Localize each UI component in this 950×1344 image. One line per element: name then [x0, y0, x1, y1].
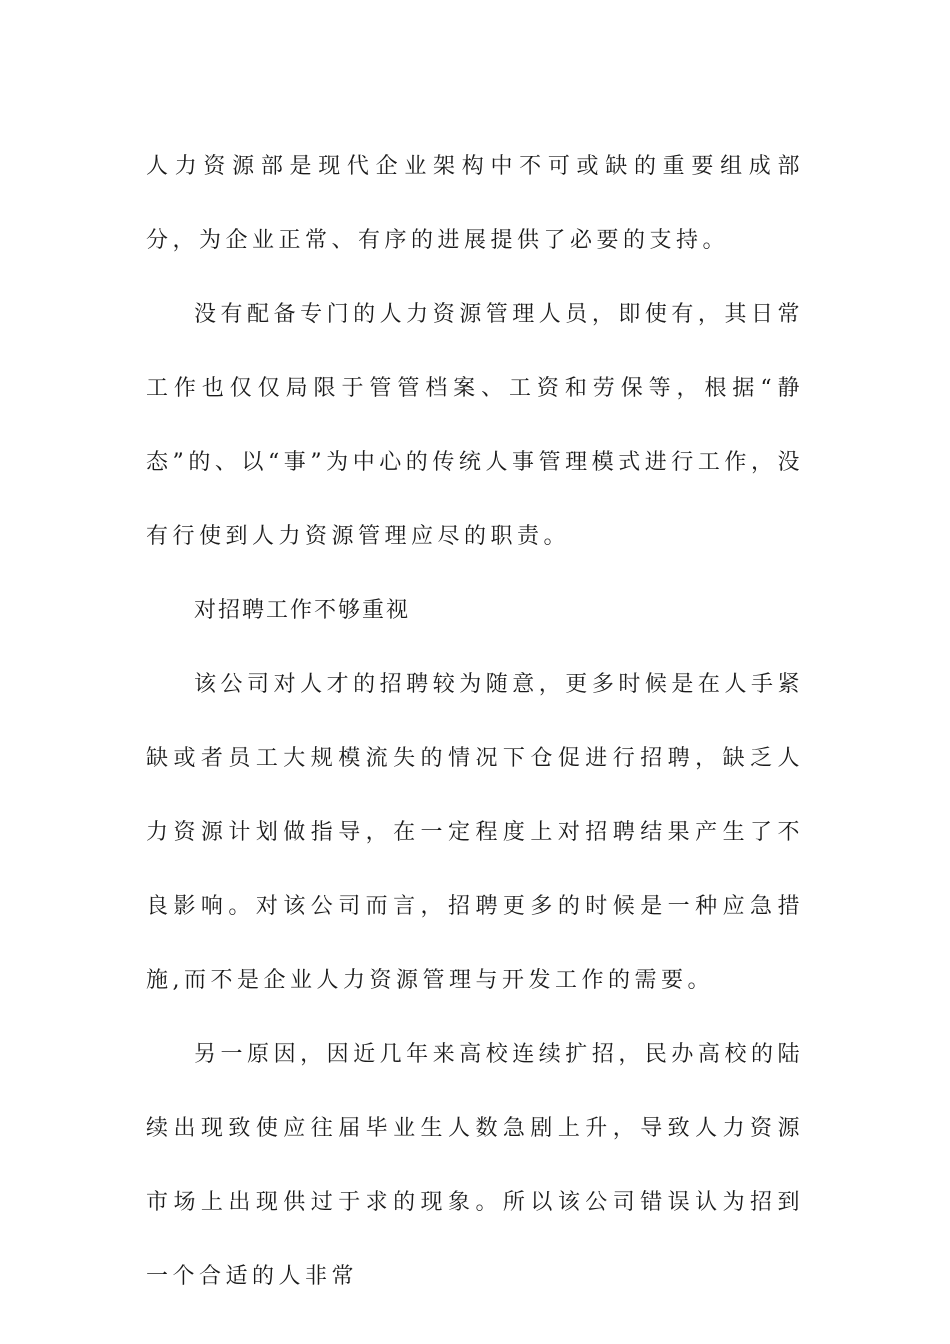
paragraph-hr-department-role: 人力资源部是现代企业架构中不可或缺的重要组成部分，为企业正常、有序的进展提供了必要的支持。: [146, 154, 804, 253]
document-body: [146, 130, 804, 1314]
paragraph-other-reason: 另一原因，因近几年来高校连续扩招，民办高校的陆续出现致使应往届毕业生人数急剧上升，导致人力资源市场上出现供过于求的现象。所以该公司错误认为招到一个合适的人非常: [146, 1042, 804, 1289]
section-heading-recruitment: 对招聘工作不够重视: [194, 598, 411, 623]
paragraph-no-dedicated-staff: 没有配备专门的人力资源管理人员，即使有，其日常工作也仅仅局限于管管档案、工资和劳保等，根据“静态”的、以“事”为中心的传统人事管理模式进行工作，没有行使到人力资源管理应尽的职责。: [146, 302, 804, 549]
paragraph-recruitment-casual: 该公司对人才的招聘较为随意，更多时候是在人手紧缺或者员工大规模流失的情况下仓促进行招聘，缺乏人力资源计划做指导，在一定程度上对招聘结果产生了不良影响。对该公司而言，招聘更多的时候是一种应急措施,而不是企业人力资源管理与开发工作的需要。: [146, 672, 804, 993]
